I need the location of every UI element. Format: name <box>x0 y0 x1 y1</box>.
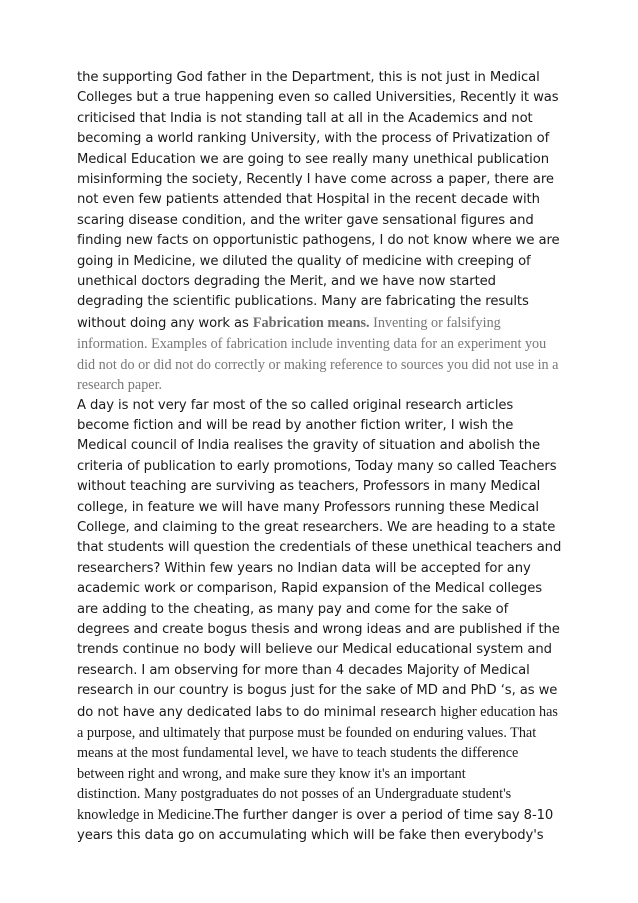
text-fragment: The further danger is over a period of time say 8-10 <box>214 807 554 823</box>
text-fragment: without doing any work as <box>77 315 253 331</box>
text-line: criteria of publication to early promotions, Today many so called Teachers <box>77 458 557 474</box>
text-line: Medical Education we are going to see really many unethical publication <box>77 151 549 167</box>
text-line: degrading the scientific publications. Many are fabricating the results <box>77 294 529 310</box>
text-line: College, and claiming to the great researchers. We are heading to a state <box>77 519 556 535</box>
text-line: academic work or comparison, Rapid expansion of the Medical colleges <box>77 581 542 597</box>
text-line: misinforming the society, Recently I have come across a paper, there are <box>77 172 554 188</box>
text-fragment: knowledge in Medicine. <box>77 806 215 823</box>
text-line: between right and wrong, and make sure they know it's an important <box>77 765 466 782</box>
mixed-line <box>77 702 577 723</box>
text-line: without teaching are surviving as teachers, Professors in many Medical <box>77 479 541 495</box>
text-fragment: do not have any dedicated labs to do minimal research <box>77 704 441 720</box>
text-line: scaring disease condition, and the writer gave sensational figures and <box>77 212 534 228</box>
text-line: criticised that India is not standing tall at all in the Academics and not <box>77 110 533 126</box>
fabrication-line <box>77 313 577 334</box>
text-line: the supporting God father in the Department, this is not just in Medical <box>77 70 540 85</box>
text-line: are adding to the cheating, as many pay and come for the sake of <box>77 601 509 617</box>
text-line: that students will question the credentials of these unethical teachers and <box>77 540 562 556</box>
mixed-line <box>77 805 577 826</box>
text-line: degrees and create bogus thesis and wrong ideas and are published if the <box>77 621 560 637</box>
text-fragment: higher education has <box>440 703 558 720</box>
fabrication-term: Fabrication means. <box>252 314 370 331</box>
text-line: going in Medicine, we diluted the quality of medicine with creeping of <box>77 253 531 269</box>
text-line: college, in feature we will have many Professors running these Medical <box>77 499 539 515</box>
text-line: a purpose, and ultimately that purpose must be founded on enduring values. That <box>77 725 537 741</box>
fabrication-definition-line: did not do or did not do correctly or making reference to sources you did not use in a <box>77 356 559 373</box>
text-line: years this data go on accumulating which will be fake then everybody's <box>77 828 544 844</box>
text-line: researchers? Within few years no Indian data will be accepted for any <box>77 560 531 576</box>
text-line: means at the most fundamental level, we have to teach students the difference <box>77 745 519 762</box>
text-line: Medical council of India realises the gravity of situation and abolish the <box>77 438 541 454</box>
text-line: finding new facts on opportunistic pathogens, I do not know where we are <box>77 233 560 249</box>
text-line: distinction. Many postgraduates do not posses of an Undergraduate student's <box>77 786 512 803</box>
fabrication-definition-line: research paper. <box>77 377 163 394</box>
text-line: Colleges but a true happening even so called Universities, Recently it was <box>77 90 559 106</box>
text-line: research in our country is bogus just for the sake of MD and PhD ‘s, as we <box>77 683 558 699</box>
text-line: A day is not very far most of the so called original research articles <box>77 397 514 413</box>
text-line: become fiction and will be read by another fiction writer, I wish the <box>77 417 514 433</box>
text-line: becoming a world ranking University, with the process of Privatization of <box>77 131 550 147</box>
text-line: trends continue no body will believe our Medical educational system and <box>77 642 552 658</box>
text-line: not even few patients attended that Hospital in the recent decade with <box>77 192 540 208</box>
text-line: research. I am observing for more than 4 decades Majority of Medical <box>77 662 530 678</box>
fabrication-definition-line: information. Examples of fabrication include inventing data for an experiment you <box>77 336 547 353</box>
document-body <box>77 68 577 846</box>
fabrication-definition: Inventing or falsifying <box>369 314 501 331</box>
text-line: unethical doctors degrading the Merit, and we have now started <box>77 274 496 290</box>
